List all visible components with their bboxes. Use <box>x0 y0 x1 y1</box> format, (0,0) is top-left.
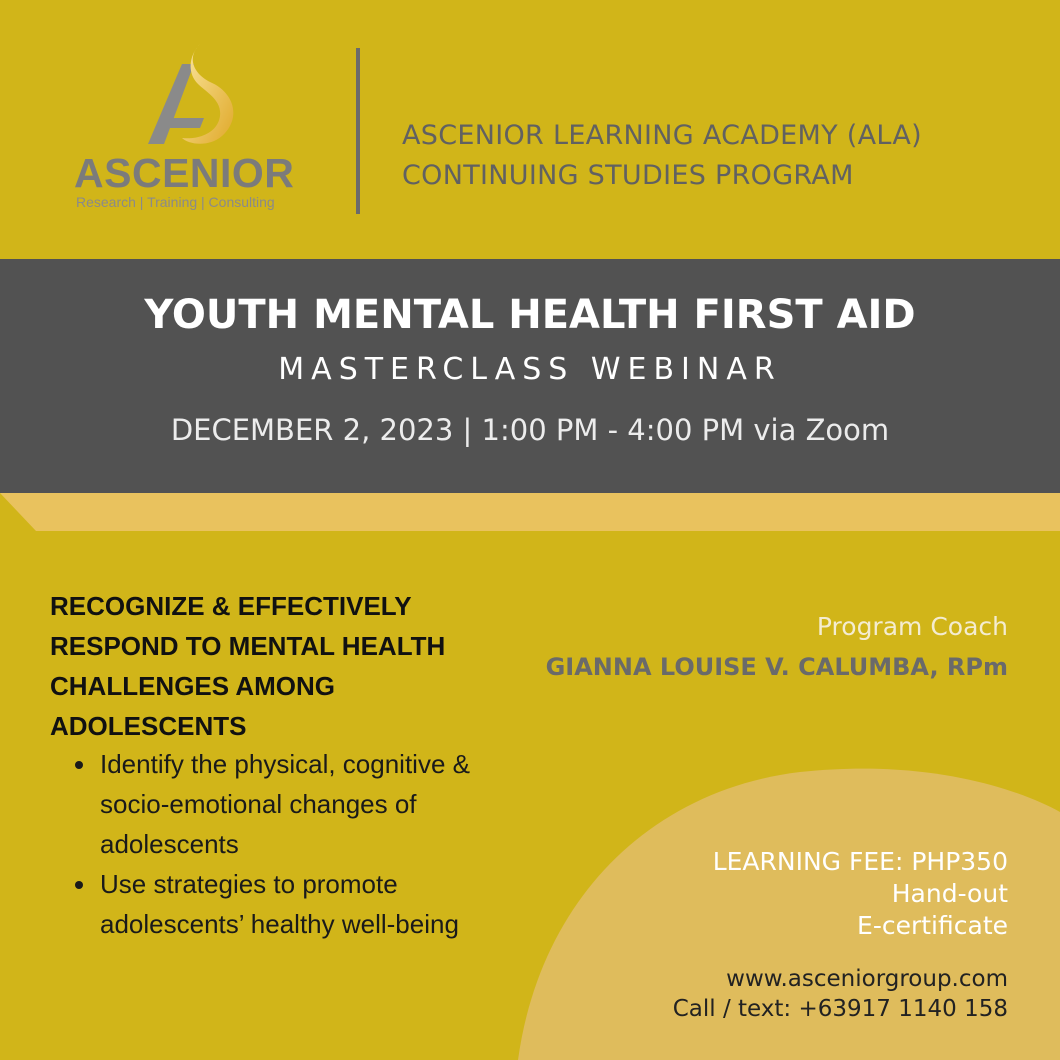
phone-contact: Call / text: +63917 1140 158 <box>672 996 1008 1022</box>
stripe-shape <box>0 493 1060 531</box>
event-title: YOUTH MENTAL HEALTH FIRST AID <box>144 292 916 338</box>
website-link[interactable]: www.asceniorgroup.com <box>726 966 1008 992</box>
objective-item: • Use strategies to promote adolescents’ healthy well-being <box>98 864 518 944</box>
objective-item: • Identify the physical, cognitive & socio-emotional changes of adolescents <box>98 744 518 864</box>
ascenior-logo-icon <box>142 40 252 150</box>
accent-stripe <box>0 493 1060 531</box>
coach-name: GIANNA LOUISE V. CALUMBA, RPm <box>545 653 1008 681</box>
logo-a-left-leg <box>148 64 194 144</box>
logo-wordmark: ASCENIOR <box>74 150 295 196</box>
coach-label: Program Coach <box>816 612 1008 641</box>
inclusion-handout: Hand-out <box>891 879 1008 908</box>
learning-fee: LEARNING FEE: PHP350 <box>712 847 1008 876</box>
objectives-list <box>58 744 518 944</box>
header-divider <box>356 48 360 214</box>
program-name-line: CONTINUING STUDIES PROGRAM <box>402 160 854 191</box>
learning-objective-heading: RECOGNIZE & EFFECTIVELY RESPOND TO MENTAL HEALTH CHALLENGES AMONG ADOLESCENTS <box>50 591 446 741</box>
contact-block <box>673 964 1008 1024</box>
fee-block <box>713 846 1008 942</box>
logo-a-crossbar <box>168 118 204 128</box>
inclusion-ecertificate: E-certificate <box>857 911 1008 940</box>
logo-tagline: Research | Training | Consulting <box>76 194 275 210</box>
logo-gold-swoosh <box>182 44 233 144</box>
event-subtitle: MASTERCLASS WEBINAR <box>278 352 782 387</box>
org-name-line: ASCENIOR LEARNING ACADEMY (ALA) <box>402 120 922 151</box>
event-date-time: DECEMBER 2, 2023 | 1:00 PM - 4:00 PM via Zoom <box>170 413 890 447</box>
